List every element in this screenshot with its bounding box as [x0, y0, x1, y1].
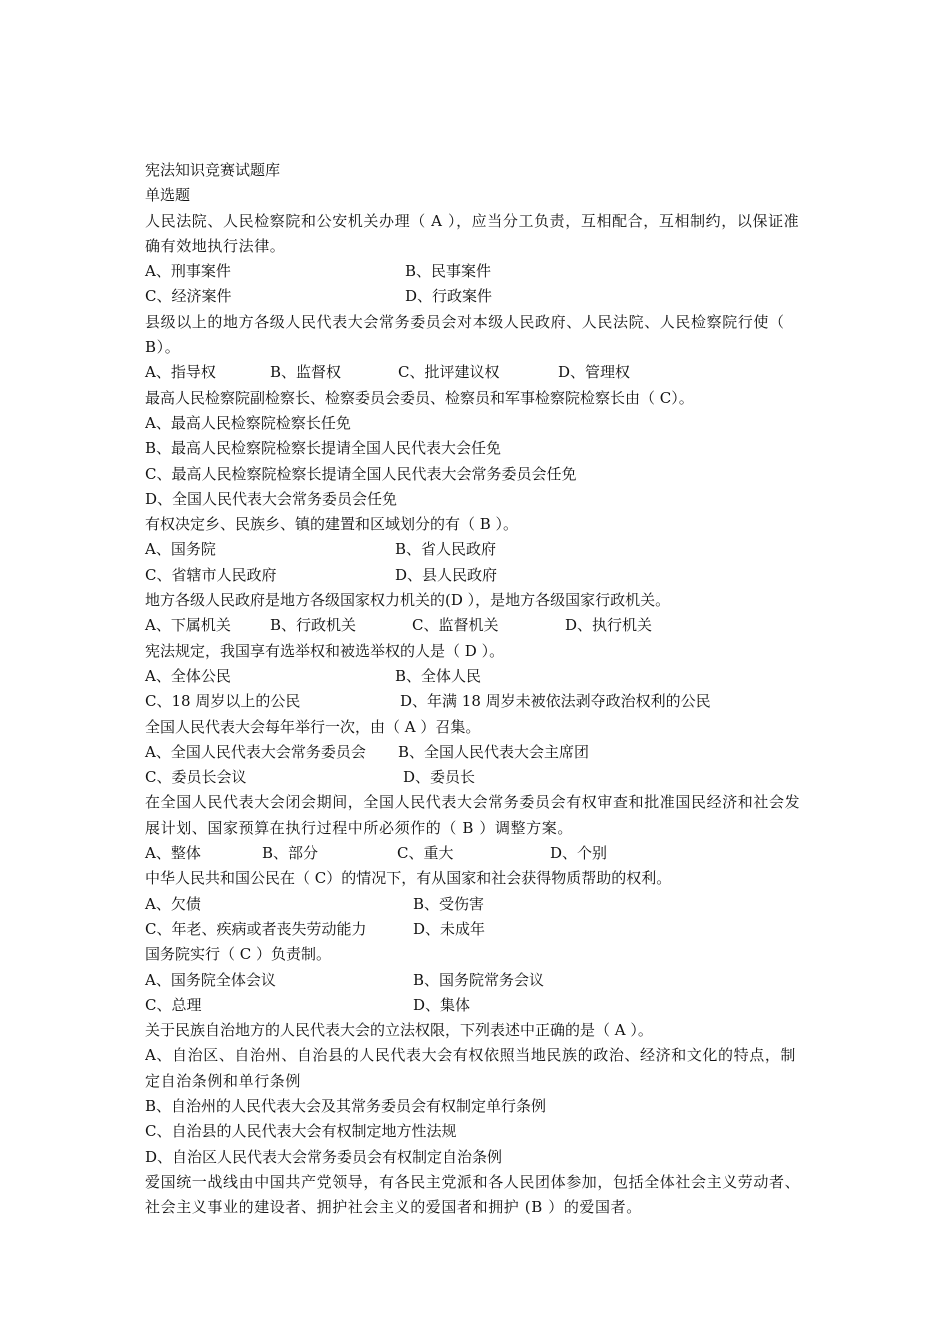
option-c: C、省辖市人民政府 — [145, 565, 277, 584]
option-c: C、自治县的人民代表大会有权制定地方性法规 — [145, 1122, 457, 1141]
option-d: D、集体 — [413, 995, 471, 1014]
options-row — [145, 613, 810, 638]
option-b: B、省人民政府 — [395, 540, 497, 559]
option-d: D、管理权 — [558, 363, 631, 382]
option-b: B、全国人民代表大会主席团 — [398, 742, 590, 761]
option-c: C、批评建议权 — [398, 363, 500, 382]
option-a: A、国务院 — [145, 540, 216, 559]
option-a: A、国务院全体会议 — [145, 970, 276, 989]
option-c: C、最高人民检察院检察长提请全国人民代表大会常务委员会任免 — [145, 464, 577, 483]
question-4: 有权决定乡、民族乡、镇的建置和区域划分的有（ B ）。 — [145, 515, 519, 534]
section-heading: 单选题 — [145, 186, 191, 205]
option-b: B、民事案件 — [405, 262, 492, 281]
option-a: A、欠债 — [145, 894, 201, 913]
option-d: D、年满 18 周岁未被依法剥夺政治权利的公民 — [400, 692, 711, 711]
options-row — [145, 740, 810, 765]
option-c: C、年老、疾病或者丧失劳动能力 — [145, 919, 367, 938]
option-b: B、国务院常务会议 — [413, 970, 545, 989]
question-7: 全国人民代表大会每年举行一次，由（ A ）召集。 — [145, 717, 481, 736]
document-page — [145, 158, 810, 1220]
option-a: A、全国人民代表大会常务委员会 — [145, 742, 366, 761]
option-a: A、整体 — [145, 844, 201, 863]
question-3: 最高人民检察院副检察长、检察委员会委员、检察员和军事检察院检察长由（ C）。 — [145, 388, 694, 407]
option-b: B、监督权 — [270, 363, 342, 382]
options-row — [145, 841, 810, 866]
option-b: B、全体人民 — [395, 666, 482, 685]
option-d: D、委员长 — [403, 768, 476, 787]
option-a: A、最高人民检察院检察长任免 — [145, 413, 351, 432]
options-row — [145, 360, 810, 385]
options-row — [145, 689, 810, 714]
question-1: 人民法院、人民检察院和公安机关办理（ A ），应当分工负责，互相配合，互相制约，以保证准确有效地执行法律。 — [145, 211, 800, 255]
option-c: C、委员长会议 — [145, 768, 247, 787]
option-d: D、个别 — [550, 844, 608, 863]
option-a: A、指导权 — [145, 363, 216, 382]
question-11: 关于民族自治地方的人民代表大会的立法权限，下列表述中正确的是（ A ）。 — [145, 1021, 653, 1040]
option-a: A、全体公民 — [145, 666, 231, 685]
option-b: B、自治州的人民代表大会及其常务委员会有权制定单行条例 — [145, 1096, 547, 1115]
option-b: B、受伤害 — [413, 894, 485, 913]
options-row — [145, 993, 810, 1018]
option-d: D、行政案件 — [405, 287, 493, 306]
options-row — [145, 892, 810, 917]
option-b: B、部分 — [262, 844, 319, 863]
question-5: 地方各级人民政府是地方各级国家权力机关的(D ），是地方各级国家行政机关。 — [145, 591, 671, 610]
option-a: A、自治区、自治州、自治县的人民代表大会有权依照当地民族的政治、经济和文化的特点，制定自治条例和单行条例 — [145, 1046, 797, 1090]
question-2: 县级以上的地方各级人民代表大会常务委员会对本级人民政府、人民法院、人民检察院行使（ B）。 — [145, 312, 785, 357]
document-title: 宪法知识竞赛试题库 — [145, 161, 281, 179]
options-row — [145, 537, 810, 562]
option-a: A、刑事案件 — [145, 262, 231, 281]
options-row — [145, 968, 810, 993]
option-d: D、县人民政府 — [395, 565, 498, 584]
option-d: D、执行机关 — [565, 616, 653, 635]
question-8: 在全国人民代表大会闭会期间，全国人民代表大会常务委员会有权审查和批准国民经济和社会发展计划、国家预算在执行过程中所必须作的（ B ）调整方案。 — [145, 793, 801, 837]
question-10: 国务院实行（ C ）负责制。 — [145, 945, 332, 964]
question-6: 宪法规定，我国享有选举权和被选举权的人是（ D ）。 — [145, 641, 505, 660]
option-c: C、18 周岁以上的公民 — [145, 692, 301, 711]
option-d: D、自治区人民代表大会常务委员会有权制定自治条例 — [145, 1147, 503, 1166]
option-c: C、经济案件 — [145, 287, 232, 306]
option-c: C、重大 — [397, 844, 454, 863]
options-row — [145, 284, 810, 309]
question-9: 中华人民共和国公民在（ C）的情况下，有从国家和社会获得物质帮助的权利。 — [145, 869, 672, 888]
options-row — [145, 563, 810, 588]
option-b: B、最高人民检察院检察长提请全国人民代表大会任免 — [145, 439, 502, 458]
option-c: C、监督机关 — [412, 616, 499, 635]
options-row — [145, 664, 810, 689]
option-d: D、未成年 — [413, 919, 486, 938]
option-b: B、行政机关 — [270, 616, 357, 635]
question-12: 爱国统一战线由中国共产党领导，有各民主党派和各人民团体参加，包括全体社会主义劳动者、社会主义事业的建设者、拥护社会主义的爱国者和拥护 (B ）的爱国者。 — [145, 1172, 801, 1217]
option-c: C、总理 — [145, 995, 202, 1014]
option-d: D、全国人民代表大会常务委员会任免 — [145, 489, 398, 508]
options-row — [145, 917, 810, 942]
options-row — [145, 765, 810, 790]
option-a: A、下属机关 — [145, 616, 231, 635]
options-row — [145, 259, 810, 284]
